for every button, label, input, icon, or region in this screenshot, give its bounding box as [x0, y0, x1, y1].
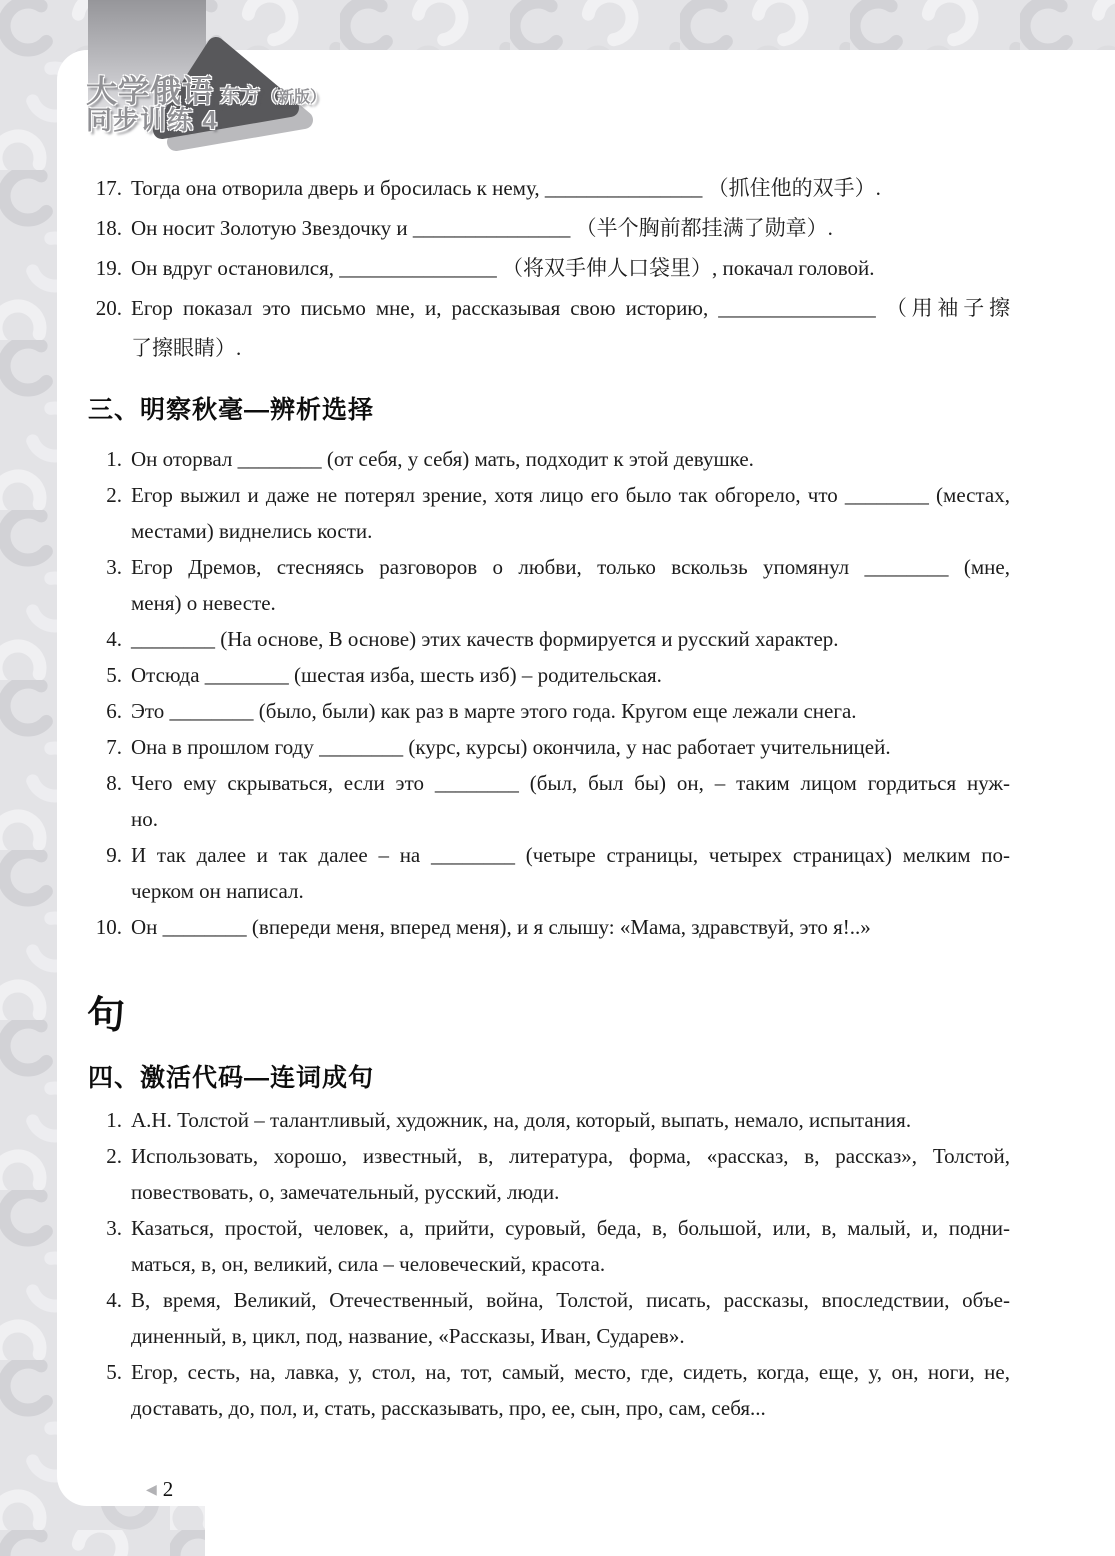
choice-exercise-list [88, 441, 1010, 945]
text-line: А.Н. Толстой – талантливый, художник, на, доля, который, выпать, немало, испытания. [131, 1108, 912, 1132]
logo-series: 东方 [220, 85, 260, 107]
item-number: 1. [106, 447, 122, 471]
text-line: черком он написал. [131, 879, 304, 903]
text-line: повествовать, о, замечательный, русский, люди. [131, 1180, 560, 1204]
text-line: Отсюда ________ (шестая изба, шесть изб) – родительская. [131, 663, 662, 687]
exercise-item [88, 248, 1010, 288]
logo-subtitle: 同步训练 4 [86, 105, 218, 135]
sentence-building-list [88, 1102, 1010, 1426]
item-number: 19. [95, 256, 122, 280]
logo-title: 大学俄语 [86, 74, 214, 109]
exercise-item [88, 441, 1010, 477]
exercise-item [88, 1354, 1010, 1426]
text-line: Он вдруг остановился, _______________ （将双手伸人口袋里）, покачал головой. [131, 256, 875, 280]
item-text [131, 1102, 1010, 1138]
item-number: 20. [95, 296, 122, 320]
item-number: 1. [106, 1108, 122, 1132]
exercise-item [88, 729, 1010, 765]
item-text [131, 621, 1010, 657]
text-line: Егор Дремов, стесняясь разговоров о любви, только вскользь упомянул ________ (мне, [131, 555, 1010, 579]
text-line: но. [131, 807, 158, 831]
text-line: Он носит Золотую Звездочку и _______________ （半个胸前都挂满了勋章）. [131, 216, 833, 240]
item-number: 7. [106, 735, 122, 759]
item-number: 5. [106, 1360, 122, 1384]
exercise-item [88, 765, 1010, 837]
item-text [131, 657, 1010, 693]
text-line: Егор показал это письмо мне, и, рассказывая свою историю, _______________ （用袖子擦 [131, 296, 1010, 320]
exercise-item [88, 837, 1010, 909]
item-text [131, 1138, 1010, 1210]
item-text [131, 693, 1010, 729]
section-heading-3: 三、明察秋毫—辨析选择 [88, 396, 375, 424]
exercise-item [88, 657, 1010, 693]
exercise-item [88, 1282, 1010, 1354]
item-text [131, 765, 1010, 837]
item-text [131, 1210, 1010, 1282]
item-text [131, 208, 1010, 248]
item-text [131, 837, 1010, 909]
item-number: 5. [106, 663, 122, 687]
exercise-item [88, 288, 1010, 368]
text-line: Это ________ (было, были) как раз в марте этого года. Кругом еще лежали снега. [131, 699, 857, 723]
exercise-item [88, 909, 1010, 945]
text-line: Чего ему скрываться, если это ________ (был, был бы) он, – таким лицом гордиться нуж- [131, 771, 1010, 795]
exercise-item [88, 1102, 1010, 1138]
page-marker-icon: ◀ [146, 1482, 157, 1498]
item-text [131, 729, 1010, 765]
item-text [131, 477, 1010, 549]
item-number: 6. [106, 699, 122, 723]
text-line: местами) виднелись кости. [131, 519, 373, 543]
text-line: меня) о невесте. [131, 591, 276, 615]
text-line: 了擦眼睛）. [131, 336, 242, 360]
text-line: Казаться, простой, человек, а, прийти, суровый, беда, в, большой, или, в, малый, и, подни- [131, 1216, 1010, 1240]
item-text [131, 909, 1010, 945]
item-text [131, 1354, 1010, 1426]
item-text [131, 441, 1010, 477]
item-number: 10. [95, 915, 122, 939]
page-footer [146, 1477, 173, 1502]
item-text [131, 549, 1010, 621]
item-number: 3. [106, 555, 122, 579]
text-line: Он ________ (впереди меня, вперед меня), и я слышу: «Мама, здравствуй, это я!..» [131, 915, 871, 939]
item-text [131, 288, 1010, 368]
item-number: 8. [106, 771, 122, 795]
text-line: Тогда она отворила дверь и бросилась к нему, _______________ （抓住他的双手）. [131, 176, 881, 200]
exercise-item [88, 1138, 1010, 1210]
item-number: 2. [106, 483, 122, 507]
exercise-item [88, 621, 1010, 657]
text-line: Егор выжил и даже не потерял зрение, хотя лицо его было так обгорело, что ________ (местах, [131, 483, 1010, 507]
text-line: маться, в, он, великий, сила – человеческий, красота. [131, 1252, 606, 1276]
item-text [131, 248, 1010, 288]
text-line: Она в прошлом году ________ (курс, курсы) окончила, у нас работает учительницей. [131, 735, 891, 759]
item-text [131, 1282, 1010, 1354]
item-number: 4. [106, 627, 122, 651]
fill-in-blank-list [88, 168, 1010, 368]
item-number: 17. [95, 176, 122, 200]
item-number: 2. [106, 1144, 122, 1168]
text-line: Использовать, хорошо, известный, в, литература, форма, «рассказ, в, рассказ», Толстой, [131, 1144, 1010, 1168]
content-panel-bottom [205, 1500, 1115, 1556]
text-line: В, время, Великий, Отечественный, война, Толстой, писать, рассказы, впоследствии, объе- [131, 1288, 1010, 1312]
text-line: Он оторвал ________ (от себя, у себя) мать, подходит к этой девушке. [131, 447, 754, 471]
category-heading: 句 [87, 995, 126, 1037]
exercise-item [88, 693, 1010, 729]
exercise-item [88, 1210, 1010, 1282]
text-line: ________ (На основе, В основе) этих качеств формируется и русский характер. [131, 627, 839, 651]
logo-edition: （新版） [262, 89, 327, 106]
exercise-item [88, 549, 1010, 621]
item-number: 4. [106, 1288, 122, 1312]
item-number: 9. [106, 843, 122, 867]
text-line: диненный, в, цикл, под, название, «Рассказы, Иван, Сударев». [131, 1324, 685, 1348]
text-line: доставать, до, пол, и, стать, рассказывать, про, ее, сын, про, сам, себя... [131, 1396, 766, 1420]
item-number: 18. [95, 216, 122, 240]
section-heading-4: 四、激活代码—连词成句 [88, 1064, 375, 1092]
item-number: 3. [106, 1216, 122, 1240]
exercise-item [88, 477, 1010, 549]
text-line: Егор, сесть, на, лавка, у, стол, на, тот, самый, место, где, сидеть, когда, еще, у, он, ноги, не, [131, 1360, 1010, 1384]
text-line: И так далее и так далее – на ________ (четыре страницы, четырех страницах) мелким по- [131, 843, 1010, 867]
page-number: 2 [162, 1477, 174, 1501]
exercise-item [88, 208, 1010, 248]
